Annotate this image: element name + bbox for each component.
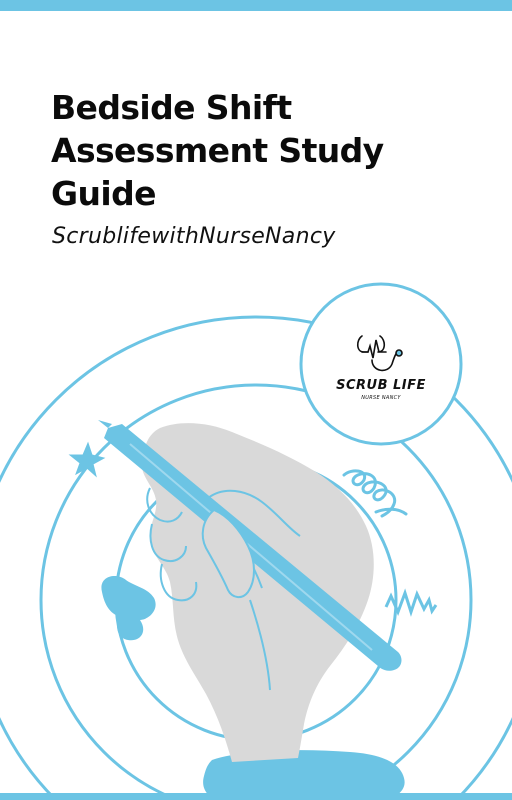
- badge-tagline-text: NURSE NANCY: [361, 395, 401, 401]
- sparkle-icon: [70, 443, 104, 476]
- blob-shape: [101, 576, 155, 640]
- badge-brand-text: SCRUB LIFE: [336, 378, 426, 393]
- brand-badge: [301, 284, 461, 444]
- dash-mark: [376, 509, 406, 514]
- bottom-accent-bar: [0, 793, 512, 800]
- author-subtitle: ScrublifewithNurseNancy: [52, 224, 336, 249]
- zigzag-icon: [386, 593, 436, 612]
- page-title: Bedside Shift Assessment Study Guide: [51, 88, 384, 213]
